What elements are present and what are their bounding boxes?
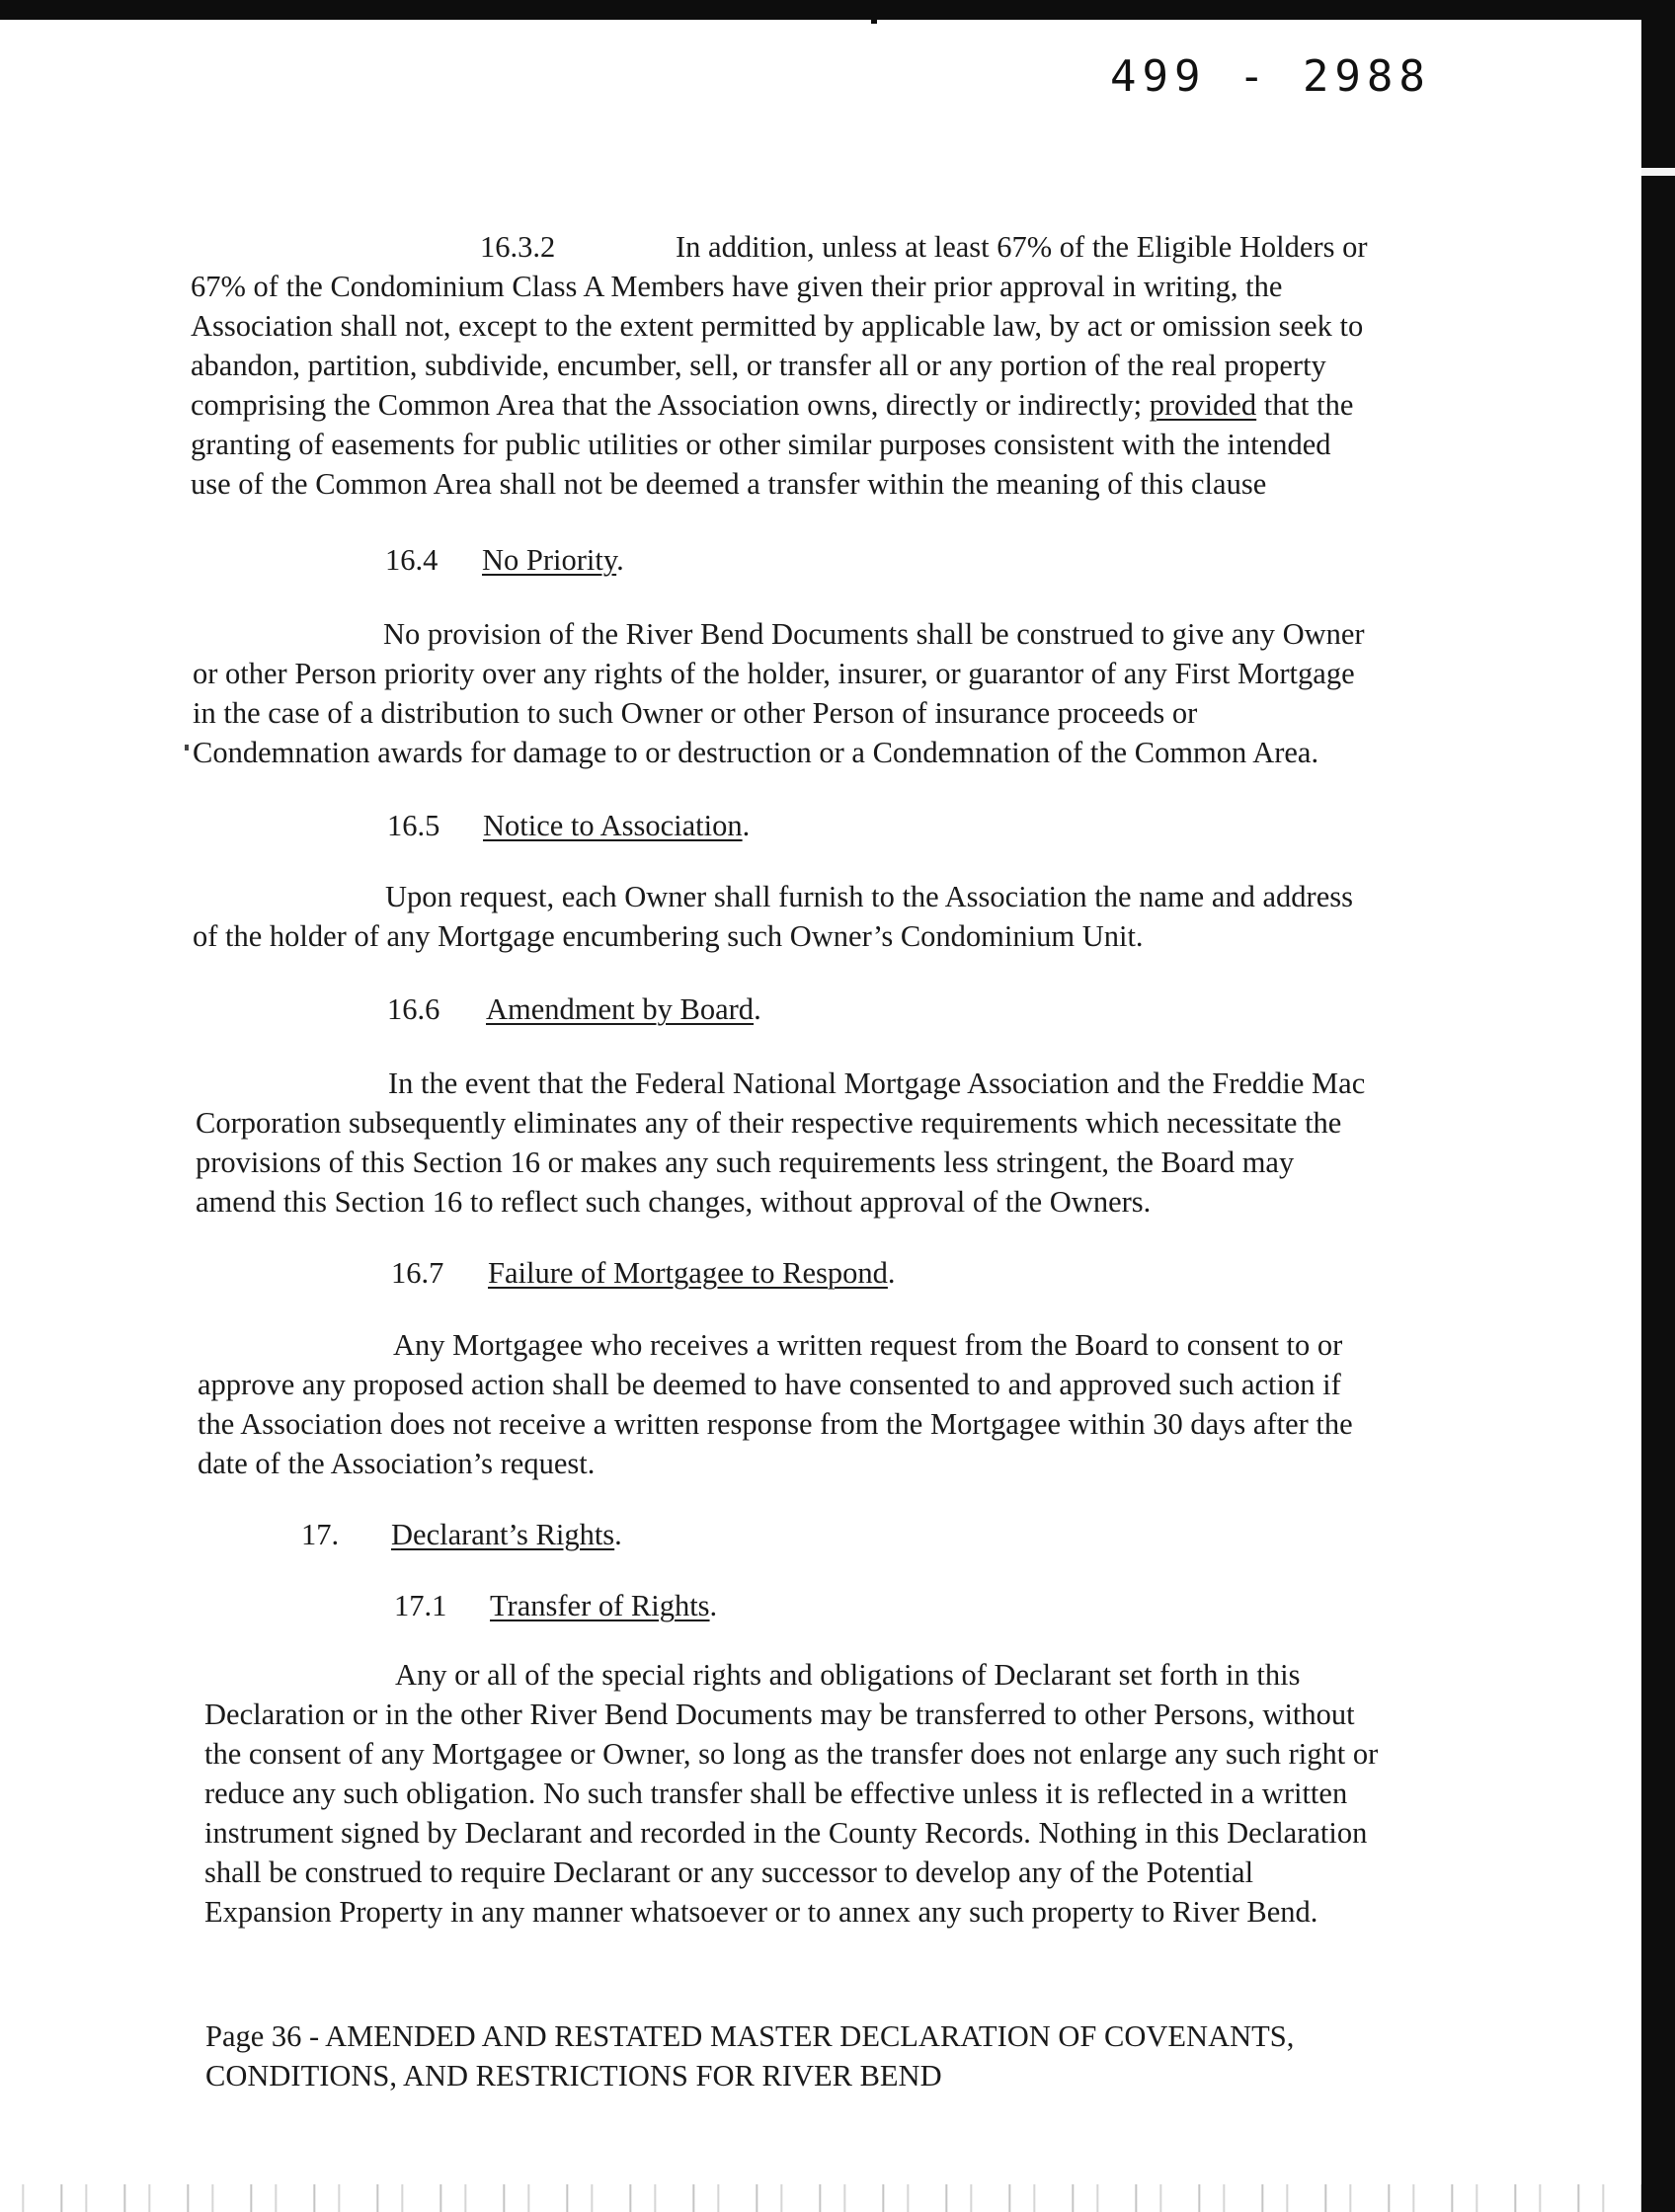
paragraph-line: In the event that the Federal National Mortgage Association and the Freddie Mac	[388, 1066, 1366, 1100]
paragraph-line: use of the Common Area shall not be deemed a transfer within the meaning of this clause	[191, 467, 1267, 501]
scan-artifact-notch	[871, 0, 877, 24]
paragraph-text: that the	[1256, 388, 1354, 422]
paragraph-line: in the case of a distribution to such Owner or other Person of insurance proceeds or	[193, 696, 1198, 730]
section-number-16-3-2: 16.3.2	[480, 230, 556, 264]
page-footer-line-1: Page 36 - AMENDED AND RESTATED MASTER DECLARATION OF COVENANTS,	[205, 2019, 1295, 2053]
section-title: Declarant’s Rights	[391, 1518, 615, 1551]
paragraph-line: approve any proposed action shall be deemed to have consented to and approved such action if	[198, 1368, 1341, 1401]
paragraph-line: abandon, partition, subdivide, encumber, sell, or transfer all or any portion of the real property	[191, 349, 1326, 382]
paragraph-line: amend this Section 16 to reflect such changes, without approval of the Owners.	[196, 1185, 1152, 1219]
paragraph-line: provisions of this Section 16 or makes any such requirements less stringent, the Board may	[196, 1146, 1295, 1179]
section-number-16-5: 16.5	[387, 809, 440, 842]
paragraph-line: Condemnation awards for damage to or destruction or a Condemnation of the Common Area.	[193, 736, 1319, 769]
paragraph-line: Corporation subsequently eliminates any of their respective requirements which necessitate the	[196, 1106, 1342, 1140]
section-title: No Priority	[482, 543, 617, 577]
paragraph-line: granting of easements for public utilities or other similar purposes consistent with the intended	[191, 428, 1331, 461]
section-heading-16-6: Amendment by Board.	[486, 992, 761, 1026]
paragraph-line: Any or all of the special rights and obligations of Declarant set forth in this	[395, 1658, 1301, 1692]
section-heading-16-7: Failure of Mortgagee to Respond.	[488, 1256, 896, 1290]
paragraph-line: reduce any such obligation. No such transfer shall be effective unless it is reflected in a written	[204, 1777, 1348, 1810]
section-heading-17: Declarant’s Rights.	[391, 1518, 622, 1551]
section-number-17: 17.	[301, 1518, 340, 1551]
paragraph-line: Expansion Property in any manner whatsoever or to annex any such property to River Bend.	[204, 1895, 1318, 1929]
section-number-16-4: 16.4	[385, 543, 439, 577]
section-number-16-7: 16.7	[391, 1256, 444, 1290]
document-stamp-number: 499 - 2988	[1110, 51, 1431, 102]
paragraph-line: instrument signed by Declarant and recorded in the County Records. Nothing in this Declaration	[204, 1816, 1368, 1850]
section-title: Amendment by Board	[486, 992, 755, 1026]
paragraph-line: the Association does not receive a written response from the Mortgagee within 30 days after the	[198, 1407, 1353, 1441]
section-number-17-1: 17.1	[394, 1589, 447, 1622]
section-heading-17-1: Transfer of Rights.	[490, 1589, 718, 1622]
section-heading-16-5: Notice to Association.	[483, 809, 751, 842]
section-title: Transfer of Rights	[490, 1589, 710, 1622]
paragraph-line: Declaration or in the other River Bend Documents may be transferred to other Persons, without	[204, 1698, 1355, 1731]
paragraph-line: 67% of the Condominium Class A Members have given their prior approval in writing, the	[191, 270, 1283, 303]
paragraph-line: Association shall not, except to the extent permitted by applicable law, by act or omission seek to	[191, 309, 1364, 343]
paragraph-line: the consent of any Mortgagee or Owner, so long as the transfer does not enlarge any such right or	[204, 1737, 1379, 1771]
paragraph-line: of the holder of any Mortgage encumbering such Owner’s Condominium Unit.	[193, 919, 1144, 953]
paragraph-line: No provision of the River Bend Documents shall be construed to give any Owner	[383, 617, 1365, 651]
scan-border-right	[1641, 0, 1675, 2212]
scan-artifact-gap	[1641, 168, 1675, 176]
paragraph-line: Upon request, each Owner shall furnish to the Association the name and address	[385, 880, 1353, 913]
paragraph-line: Any Mortgagee who receives a written request from the Board to consent to or	[393, 1328, 1343, 1362]
paragraph-line	[191, 387, 1353, 423]
paragraph-line: In addition, unless at least 67% of the Eligible Holders or	[676, 230, 1368, 264]
paragraph-line: shall be construed to require Declarant or any successor to develop any of the Potential	[204, 1856, 1254, 1889]
provided-emphasis: provided	[1149, 388, 1257, 422]
paragraph-text: comprising the Common Area that the Association owns, directly or indirectly;	[191, 388, 1150, 422]
section-number-16-6: 16.6	[387, 992, 440, 1026]
paragraph-line: date of the Association’s request.	[198, 1447, 596, 1480]
section-heading-16-4: No Priority.	[482, 543, 624, 577]
section-title: Notice to Association	[483, 809, 743, 842]
scan-speck	[185, 745, 189, 750]
section-title: Failure of Mortgagee to Respond	[488, 1256, 888, 1290]
scan-border-top	[0, 0, 1675, 20]
page-footer-line-2: CONDITIONS, AND RESTRICTIONS FOR RIVER BEND	[205, 2059, 942, 2093]
scan-noise-bottom	[0, 2184, 1641, 2212]
paragraph-line: or other Person priority over any rights of the holder, insurer, or guarantor of any First Mortgage	[193, 657, 1355, 690]
